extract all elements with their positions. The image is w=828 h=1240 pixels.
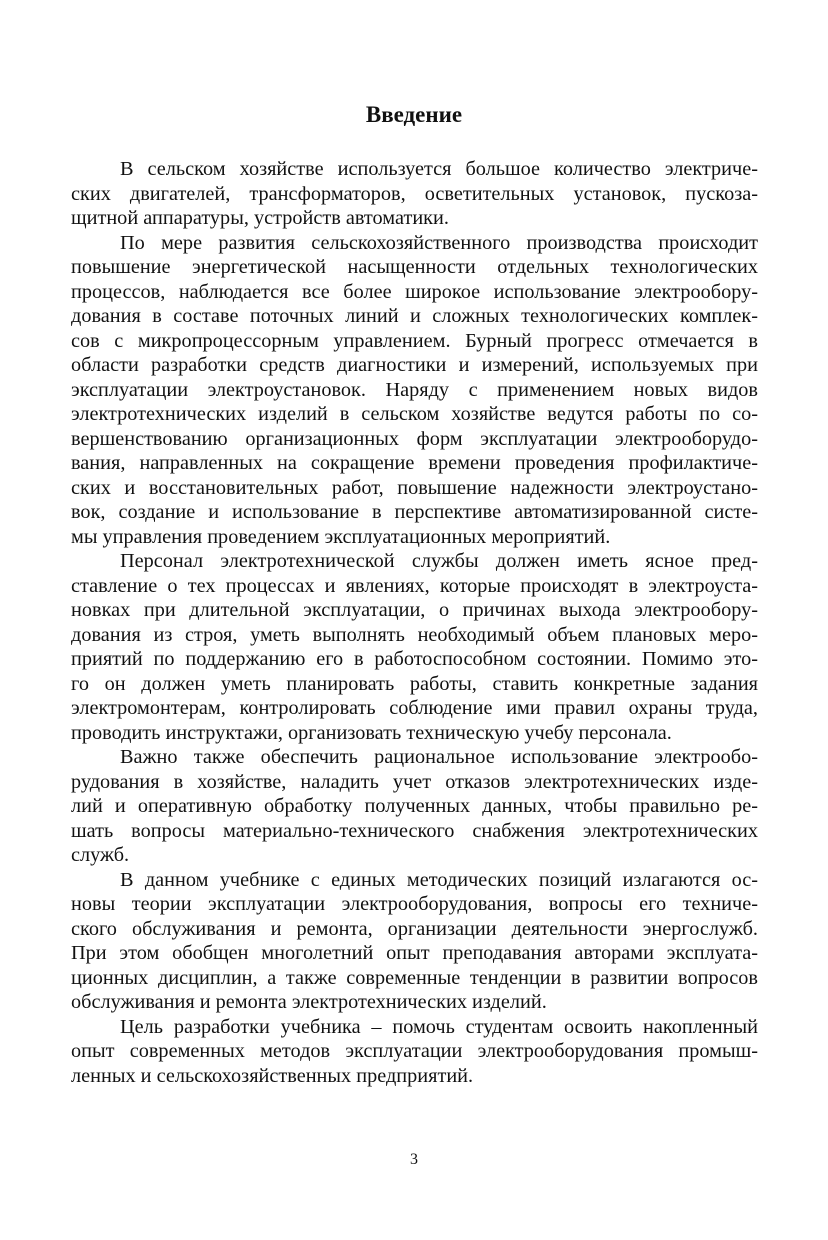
text-line: вершенствованию организационных форм эксплуатации электрооборудо-: [71, 427, 758, 450]
text-line: повышение энергетической насыщенности отдельных технологических: [71, 256, 758, 278]
text-line: Персонал электротехнической службы должен иметь ясное пред-: [120, 550, 758, 572]
text-line: служб.: [71, 844, 130, 866]
text-line: По мере развития сельскохозяйственного производства происходит: [120, 231, 758, 254]
text-line: области разработки средств диагностики и измерений, используемых при: [71, 354, 758, 376]
text-line: электромонтерам, контролировать соблюдение ими правил охраны труда,: [71, 697, 758, 719]
text-line: сов с микропроцессорным управлением. Бурный прогресс отмечается в: [71, 329, 758, 352]
page-title: Введение: [365, 102, 463, 127]
page-number: 3: [410, 1151, 418, 1168]
paragraph: [71, 549, 758, 745]
text-line: ставление о тех процессах и явлениях, которые происходят в электроуста-: [71, 574, 758, 597]
text-line: В данном учебнике с единых методических позиций излагаются ос-: [120, 868, 758, 891]
text-line: ленных и сельскохозяйственных предприятий.: [71, 1064, 474, 1087]
paragraph: [71, 868, 758, 1015]
paragraph: [71, 157, 758, 231]
text-line: ского обслуживания и ремонта, организации деятельности энергослужб.: [71, 917, 758, 940]
text-line: лий и оперативную обработку полученных данных, чтобы правильно ре-: [71, 795, 758, 817]
text-line: При этом обобщен многолетний опыт преподавания авторами эксплуата-: [71, 942, 758, 964]
text-line: рудования в хозяйстве, наладить учет отказов электротехнических изде-: [71, 770, 758, 793]
text-line: вок, создание и использование в перспективе автоматизированной систе-: [71, 501, 758, 523]
text-line: опыт современных методов эксплуатации электрооборудования промыш-: [71, 1040, 758, 1062]
text-line: дования в составе поточных линий и сложных технологических комплек-: [71, 305, 758, 327]
paragraph: [71, 745, 758, 868]
paragraph: [71, 1015, 758, 1089]
text-line: ционных дисциплин, а также современные тенденции в развитии вопросов: [71, 966, 758, 989]
text-line: Цель разработки учебника – помочь студентам освоить накопленный: [120, 1015, 758, 1038]
text-line: щитной аппаратуры, устройств автоматики.: [71, 207, 449, 229]
text-line: приятий по поддержанию его в работоспособном состоянии. Помимо это-: [71, 648, 758, 670]
text-line: процессов, наблюдается все более широкое использование электрообору-: [71, 280, 758, 303]
text-line: электротехнических изделий в сельском хозяйстве ведутся работы по со-: [71, 403, 758, 425]
text-line: новках при длительной эксплуатации, о причинах выхода электрообору-: [71, 599, 758, 621]
text-line: эксплуатации электроустановок. Наряду с применением новых видов: [71, 378, 758, 401]
text-line: мы управления проведением эксплуатационных мероприятий.: [71, 525, 611, 548]
text-line: обслуживания и ремонта электротехнических изделий.: [71, 991, 547, 1013]
body-text: [71, 157, 758, 1088]
text-line: дования из строя, уметь выполнять необходимый объем плановых меро-: [71, 623, 758, 646]
text-line: новы теории эксплуатации электрооборудования, вопросы его техниче-: [71, 893, 758, 915]
text-line: ских двигателей, трансформаторов, осветительных установок, пускоза-: [71, 182, 758, 205]
paragraph: [71, 231, 758, 550]
text-line: вания, направленных на сокращение времени проведения профилактиче-: [71, 452, 758, 474]
text-line: го он должен уметь планировать работы, ставить конкретные задания: [71, 672, 758, 695]
text-line: шать вопросы материально-технического снабжения электротехнических: [71, 819, 758, 842]
text-line: проводить инструктажи, организовать техническую учебу персонала.: [71, 721, 672, 744]
text-line: Важно также обеспечить рациональное использование электрообо-: [120, 746, 758, 768]
text-line: ских и восстановительных работ, повышение надежности электроустано-: [71, 476, 758, 499]
text-line: В сельском хозяйстве используется большое количество электриче-: [120, 158, 758, 180]
